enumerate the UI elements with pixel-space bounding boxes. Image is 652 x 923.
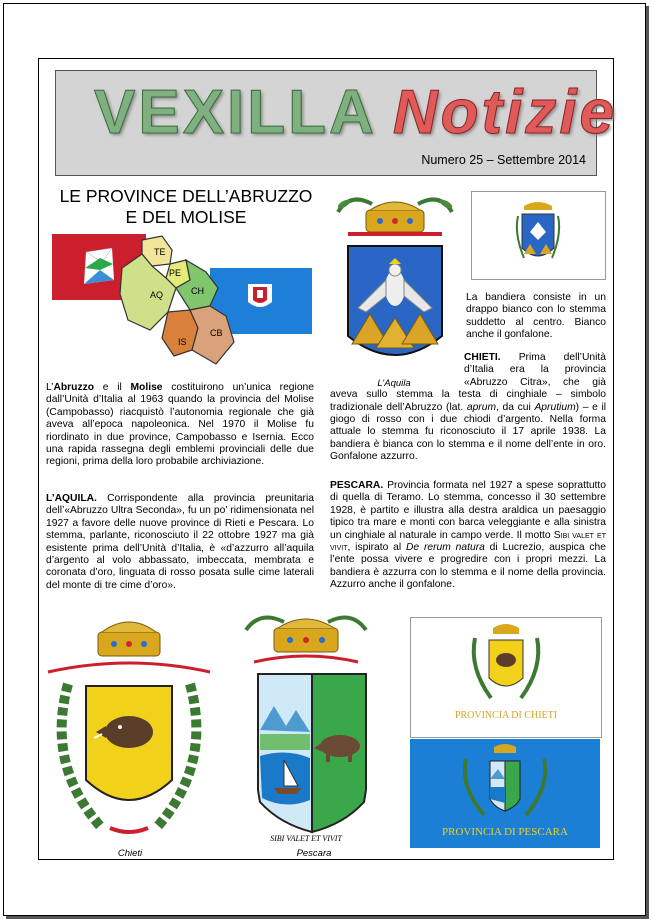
crown-icon <box>366 202 424 232</box>
chieti-text-b: , da cui <box>496 401 535 413</box>
pescara-motto: Sibi valet et vivit <box>330 529 606 554</box>
intro-molise: Molise <box>130 382 163 393</box>
caption-pescara: Pescara <box>296 848 332 859</box>
map-label-ch: CH <box>191 286 204 296</box>
intro-text-b: e il <box>94 382 131 393</box>
chieti-flag <box>411 618 601 737</box>
pescara-ribbon <box>254 656 358 662</box>
pescara-flag-text: PROVINCIA DI PESCARA <box>442 826 568 838</box>
paragraph-aquila <box>46 493 314 592</box>
headline-line-2: E DEL MOLISE <box>125 207 247 227</box>
intro-text-c: costituirono un’unica regione dall’Unità d’Italia al 1963 quando la provincia del Molise (Campobasso) riacquistò l’autonomia regionale che già aveva all’epoca napoleonica. Nel 1970 il Molise fu riordinato in due province, Campobasso e Isernia. Ecco una rapida rassegna degli emblemi provinciali delle due regioni, prima della loro probabile archiviazione. <box>46 382 314 468</box>
chieti-crown-icon <box>98 622 160 656</box>
chieti-coat-of-arms <box>40 614 218 850</box>
chieti-flag-frame <box>410 617 602 738</box>
map-label-is: IS <box>178 337 187 347</box>
paragraph-aquila-flag: La bandiera consiste in un drappo bianco con lo stemma suddetto al centro. Bianco anche il gonfalone. <box>466 292 606 341</box>
pescara-flag <box>410 739 600 848</box>
article-headline <box>46 186 326 228</box>
aquila-heading: L’AQUILA. <box>46 493 97 504</box>
float-spacer <box>330 352 464 380</box>
masthead <box>55 70 618 176</box>
paragraph-chieti <box>330 352 606 464</box>
map-label-te: TE <box>154 247 166 257</box>
pescara-text-c: di Lucrezio, auspica che l’ente possa vivere e progredire con i propri mezzi. La bandiera è azzurra con lo stemma e il nome della provincia. Azzurro anche il gonfalone. <box>330 542 606 591</box>
paragraph-pescara <box>330 480 606 592</box>
chieti-ribbon <box>48 663 210 672</box>
paragraph-intro <box>46 382 314 469</box>
chieti-aprutium: Aprutium <box>534 401 576 413</box>
chieti-text-a: Prima dell’Unità d’Italia era la provincia «Abruzzo Citra», che già aveva sullo stemma la testa di cinghiale – simbolo tradizionale dell’Abruzzo (lat. <box>330 352 606 413</box>
pescara-book: De rerum natura <box>406 542 485 554</box>
abruzzo-emblem-icon <box>84 248 114 284</box>
aquila-flag-frame <box>471 191 606 280</box>
caption-chieti: Chieti <box>117 848 143 859</box>
caption-aquila: L’Aquila <box>377 378 411 389</box>
regions-map-illustration <box>50 232 316 374</box>
chieti-flag-text: PROVINCIA DI CHIETI <box>454 710 558 721</box>
map-label-cb: CB <box>210 328 223 338</box>
headline-line-1: LE PROVINCE DELL’ABRUZZO <box>59 186 313 206</box>
map-label-aq: AQ <box>150 290 164 300</box>
aquila-text: Corrispondente alla provincia preunitaria dell’«Abruzzo Ultra Seconda», fu un po’ ridimensionata nel 1927 a favore delle nuove province di Rieti e Pescara. Lo stemma, parlante, riconosciuto il 22 ottobre 1927 ma già esistente prima dell’Unità d’Italia, è «d’azzurro all’aquila d’argento al volo abbassato, imbeccata, membrata e coronata d’oro, linguata di rosso posata sulle cime laterali del monte di tre cime d’oro». <box>46 493 314 591</box>
issue-number: Numero 25 – Settembre 2014 <box>421 153 586 167</box>
chieti-heading: CHIETI. <box>464 352 501 363</box>
pescara-text-b: , ispirato al <box>347 542 406 554</box>
map-label-pe: PE <box>169 268 182 278</box>
chieti-aprum: aprum <box>466 401 497 413</box>
aquila-flag <box>472 192 605 279</box>
masthead-title-notizie: Notizie <box>392 78 618 147</box>
pescara-text-a: Provincia formata nel 1927 a spese soprattutto di quella di Teramo. Lo stemma, concesso il 30 settembre 1928, è partito e illustra alla destra araldica un paesaggio tipico tra mare e monti con barca veleggiante e alla sinistra un cinghiale al naturale in campo verde. Il motto <box>330 480 606 541</box>
masthead-title-vexilla: VEXILLA <box>94 78 377 147</box>
molise-emblem-icon <box>248 284 272 307</box>
intro-abruzzo: Abruzzo <box>53 382 95 393</box>
masthead-title <box>94 73 617 153</box>
pescara-heading: PESCARA. <box>330 480 384 491</box>
intro-text-a: L’ <box>46 382 54 393</box>
chieti-text-c: ) – e il giogo di rosso con i due chiodi d’argento. Nella forma attuale lo stemma fu riconosciuto il 17 aprile 1938. La bandiera è bianca con lo stemma e il nome dell’ente in oro. Gonfalone azzurro. <box>330 401 607 463</box>
pescara-motto-scroll-text: SIBI VALET ET VIVIT <box>270 834 342 843</box>
pescara-crown-icon <box>274 619 338 652</box>
pescara-coat-of-arms <box>240 610 372 848</box>
